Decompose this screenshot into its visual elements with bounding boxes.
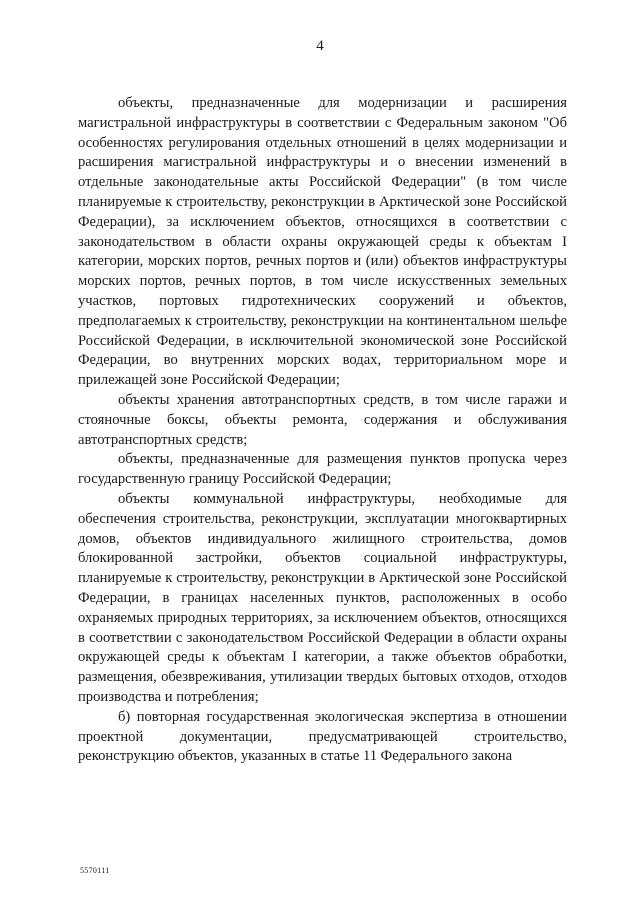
page-number: 4 xyxy=(316,38,324,54)
document-code: 5570111 xyxy=(80,866,110,875)
paragraph-border-checkpoints: объекты, предназначенные для размещения пунктов пропуска через государственную границу Российской Федерации; xyxy=(78,451,567,488)
paragraph-magistral-infrastructure: объекты, предназначенные для модернизации и расширения магистральной инфраструктуры в соответствии с Федеральным законом "Об особенностях регулирования отдельных отношений в целях модернизации и расширения магистральной инфраструктуры и о внесении изменений в отдельные законодательные акты Российской Федерации" (в том числе планируемые к строительству, реконструкции в Арктической зоне Российской Федерации), за исключением объектов, относящихся в соответствии с законодательством в области охраны окружающей среды к объектам I категории, морских портов, речных портов и (или) объектов инфраструктуры морских портов, речных портов, в том числе искусственных земельных участков, портовых гидротехнических сооружений и объектов, предполагаемых к строительству, реконструкции на континентальном шельфе Российской Федерации, в исключительной экономической зоне Российской Федерации, во внутренних морских водах, территориальном море и прилежащей зоне Российской Федерации; xyxy=(78,95,567,389)
paragraph-repeat-expertise: б) повторная государственная экологическая экспертиза в отношении проектной документации, предусматривающей строительство, реконструкцию объектов, указанных в статье 11 Федерального закона xyxy=(78,708,567,765)
document-body xyxy=(78,94,567,767)
paragraph-vehicle-storage: объекты хранения автотранспортных средств, в том числе гаражи и стояночные боксы, объекты ремонта, содержания и обслуживания автотранспортных средств; xyxy=(78,391,567,448)
paragraph-communal-infrastructure: объекты коммунальной инфраструктуры, необходимые для обеспечения строительства, реконструкции, эксплуатации многоквартирных домов, объектов индивидуального жилищного строительства, домов блокированной застройки, объектов социальной инфраструктуры, планируемые к строительству, реконструкции в Арктической зоне Российской Федерации, в границах населенных пунктов, расположенных в особо охраняемых природных территориях, за исключением объектов, относящихся в соответствии с законодательством Российской Федерации в области охраны окружающей среды к объектам I категории, а также объектов обработки, размещения, обезвреживания, утилизации твердых бытовых отходов, отходов производства и потребления; xyxy=(78,490,567,705)
